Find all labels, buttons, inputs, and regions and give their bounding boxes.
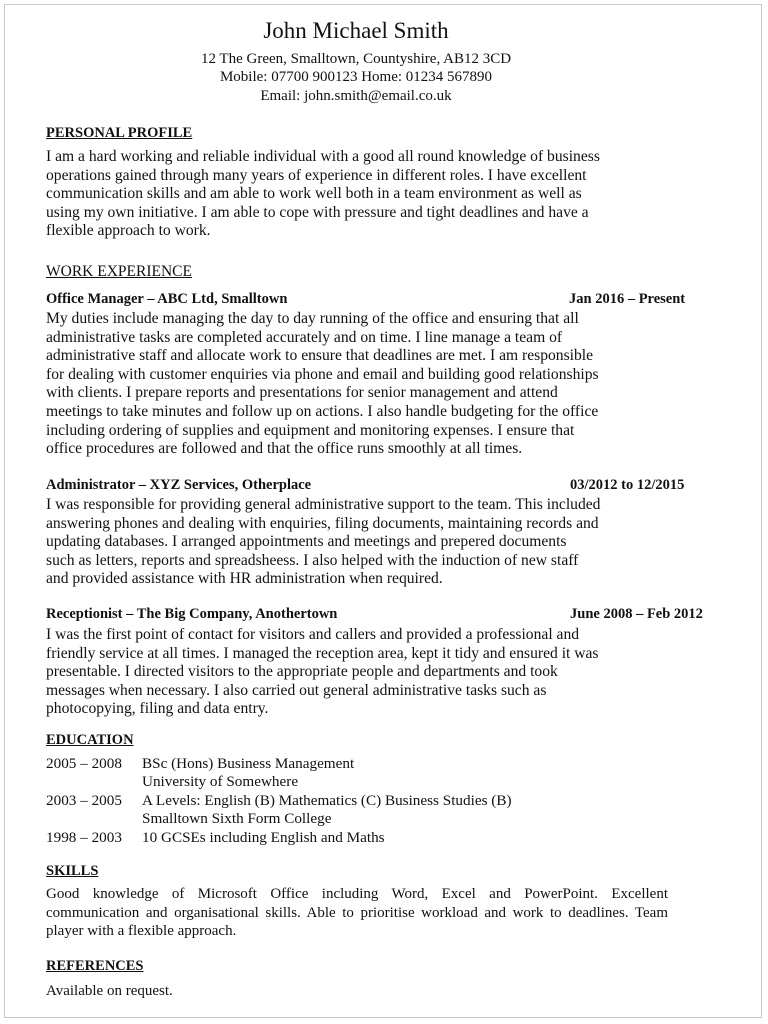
job-description-line: including ordering of supplies and equipment and monitoring expenses. I ensure that [46,421,575,439]
job-title: Office Manager – ABC Ltd, Smalltown [46,291,288,307]
profile-line: I am a hard working and reliable individual with a good all round knowledge of business [46,148,600,165]
education-detail: 10 GCSEs including English and Maths [142,829,385,846]
education-detail: Smalltown Sixth Form College [142,810,332,827]
job-dates: Jan 2016 – Present [569,291,686,307]
profile-heading: PERSONAL PROFILE [46,125,193,141]
experience-heading: WORK EXPERIENCE [46,263,192,280]
references-heading: REFERENCES [46,958,144,974]
education-detail: A Levels: English (B) Mathematics (C) Business Studies (B) [142,792,512,809]
job-description-line: messages when necessary. I also carried out general administrative tasks such as [46,681,547,699]
job-description-line: My duties include managing the day to day running of the office and ensuring that all [46,310,579,327]
profile-paragraph [46,148,600,241]
job-description [46,626,599,719]
job-description-line: meetings to take minutes and follow up on actions. I also handle budgeting for the office [46,402,599,420]
job-dates: June 2008 – Feb 2012 [570,606,703,622]
job-description-line: office procedures are followed and that the office runs smoothly at all times. [46,440,523,458]
job-description-line: I was responsible for providing general administrative support to the team. This included [46,496,601,513]
job-description [46,496,600,589]
education-detail: BSc (Hons) Business Management [142,755,355,772]
job-description-line: administrative tasks are completed accurately and on time. I line manage a team of [46,328,563,346]
job-description-line: and provided assistance with HR administration when required. [46,570,443,588]
job-title: Receptionist – The Big Company, Anothertown [46,606,338,622]
job-description-line: presentable. I directed visitors to the appropriate people and departments and took [46,663,558,681]
job-description-line: with clients. I prepare reports and presentations for senior management and attend [46,384,558,402]
job-description-line: answering phones and dealing with enquiries, filing documents, maintaining records and [46,514,599,532]
job-description-line: updating databases. I arranged appointments and meetings and prepered documents [46,533,567,551]
profile-line: flexible approach to work. [46,222,211,240]
education-years: 1998 – 2003 [46,829,122,846]
education-years: 2005 – 2008 [46,755,122,772]
references-text: Available on request. [46,983,173,999]
job-description-line: administrative staff and allocate work to ensure that deadlines are met. I am responsible [46,347,594,365]
job-title: Administrator – XYZ Services, Otherplace [46,477,312,493]
email-line: Email: john.smith@email.co.uk [260,88,452,104]
profile-line: operations gained through many years of experience in different roles. I have excellent [46,166,587,184]
profile-line: communication skills and am able to work well both in a team environment as well as [46,185,582,203]
job-description [46,310,599,459]
job-description-line: such as letters, reports and spreadsheess. I also helped with the induction of new staff [46,551,579,569]
education-heading: EDUCATION [46,732,134,748]
address-line: 12 The Green, Smalltown, Countyshire, AB12 3CD [200,51,512,67]
skills-heading: SKILLS [46,863,99,879]
candidate-name: John Michael Smith [263,18,449,43]
job-dates: 03/2012 to 12/2015 [570,477,685,493]
job-description-line: friendly service at all times. I managed the reception area, kept it tidy and ensured it was [46,644,599,662]
job-description-line: photocopying, filing and data entry. [46,700,269,718]
profile-line: using my own initiative. I am able to cope with pressure and tight deadlines and have a [46,203,589,221]
skills-paragraph: Good knowledge of Microsoft Office including Word, Excel and PowerPoint. Excellent communication and organisational skills. Able to prioritise workload and work to deadlines. Team player with a flexible approach. [46,886,668,940]
job-description-line: for dealing with customer enquiries via phone and email and building good relationships [46,365,599,383]
education-years: 2003 – 2005 [46,792,122,809]
job-description-line: I was the first point of contact for visitors and callers and provided a professional and [46,626,580,643]
education-detail: University of Somewhere [142,773,299,790]
phone-line: Mobile: 07700 900123 Home: 01234 567890 [219,69,493,85]
